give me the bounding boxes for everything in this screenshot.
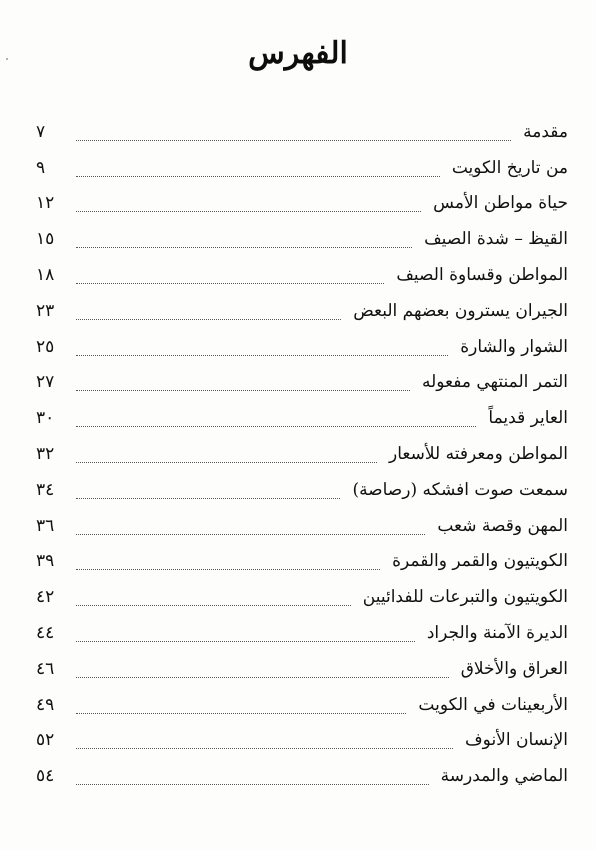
toc-entry [36, 508, 568, 544]
dot-leader [76, 211, 421, 212]
toc-entry [36, 365, 568, 401]
dot-leader [76, 641, 415, 642]
toc-page-number: ٢٣ [36, 300, 55, 321]
toc-page-number: ٤٤ [36, 623, 55, 644]
toc-entry [36, 114, 568, 150]
toc-page-number: ١٨ [36, 265, 55, 286]
dot-leader [76, 605, 351, 606]
toc-entry [36, 221, 568, 257]
toc-page-number: ٤٢ [36, 587, 55, 608]
toc-entry-title: الإنسان الأنوف [465, 730, 568, 751]
dot-leader [76, 247, 412, 248]
toc-entry [36, 400, 568, 436]
toc-entry-title: المهن وقصة شعب [437, 515, 568, 536]
toc-page-number: ٢٥ [36, 336, 55, 357]
dot-leader [76, 677, 449, 678]
dot-leader [76, 534, 425, 535]
toc-entry-title: الجيران يسترون بعضهم البعض [353, 300, 568, 321]
toc-entry-title: حياة مواطن الأمس [433, 193, 568, 214]
dot-leader [76, 390, 410, 391]
toc-entry [36, 544, 568, 580]
toc-entry-title: الكويتيون والتبرعات للفدائيين [362, 587, 568, 608]
toc-page-number: ٣٢ [36, 444, 55, 465]
toc-page-number: ٣٤ [36, 479, 55, 500]
dot-leader [76, 498, 340, 499]
toc-entry-title: مقدمة [523, 121, 568, 142]
dot-leader [76, 462, 377, 463]
dot-leader [76, 748, 453, 749]
toc-page-number: ٤٦ [36, 658, 55, 679]
toc-entry-title: الديرة الآمنة والجراد [426, 623, 568, 644]
toc-entry [36, 579, 568, 615]
toc-entry-title: العاير قديماً [488, 408, 568, 429]
toc-entry [36, 651, 568, 687]
toc-page-number: ١٢ [36, 193, 55, 214]
dot-leader [76, 140, 511, 141]
toc-page-number: ٥٤ [36, 766, 55, 787]
dot-leader [76, 569, 380, 570]
toc-entry [36, 257, 568, 293]
dot-leader [76, 784, 429, 785]
dot-leader [76, 319, 341, 320]
toc-entry-title: العراق والأخلاق [460, 658, 568, 679]
dot-leader [76, 713, 406, 714]
page-title: الفهرس [248, 36, 348, 71]
toc-page-number: ٢٧ [36, 372, 55, 393]
dot-leader [76, 355, 448, 356]
toc-page-number: ٧ [36, 121, 46, 142]
toc-entry-title: الشوار والشارة [460, 336, 568, 357]
toc-entry [36, 758, 568, 794]
dot-leader [76, 283, 384, 284]
toc-entry [36, 329, 568, 365]
toc-page-number: ٣٩ [36, 551, 55, 572]
toc-page-number: ٤٩ [36, 694, 55, 715]
toc-entry [36, 436, 568, 472]
toc-entry [36, 472, 568, 508]
toc-entry-title: سمعت صوت افشكه (رصاصة) [352, 479, 568, 500]
toc-entry [36, 723, 568, 759]
toc-entry [36, 293, 568, 329]
table-of-contents [36, 114, 568, 794]
toc-entry [36, 150, 568, 186]
toc-entry-title: الماضي والمدرسة [440, 766, 568, 787]
toc-entry [36, 186, 568, 222]
toc-entry-title: الكويتيون والقمر والقمرة [392, 551, 568, 572]
toc-entry [36, 615, 568, 651]
toc-entry-title: الأربعينات في الكويت [418, 694, 568, 715]
toc-entry [36, 687, 568, 723]
dot-leader [76, 176, 440, 177]
toc-page-number: ٣٠ [36, 408, 55, 429]
toc-entry-title: المواطن ومعرفته للأسعار [389, 444, 568, 465]
toc-entry-title: القيظ – شدة الصيف [424, 229, 568, 250]
toc-page-number: ٥٢ [36, 730, 55, 751]
toc-page-number: ٩ [36, 157, 46, 178]
toc-page-number: ٣٦ [36, 515, 55, 536]
toc-entry-title: التمر المنتهي مفعوله [421, 372, 568, 393]
dot-leader [76, 426, 476, 427]
toc-entry-title: من تاريخ الكويت [451, 157, 568, 178]
toc-page-number: ١٥ [36, 229, 55, 250]
toc-entry-title: المواطن وقساوة الصيف [396, 265, 568, 286]
